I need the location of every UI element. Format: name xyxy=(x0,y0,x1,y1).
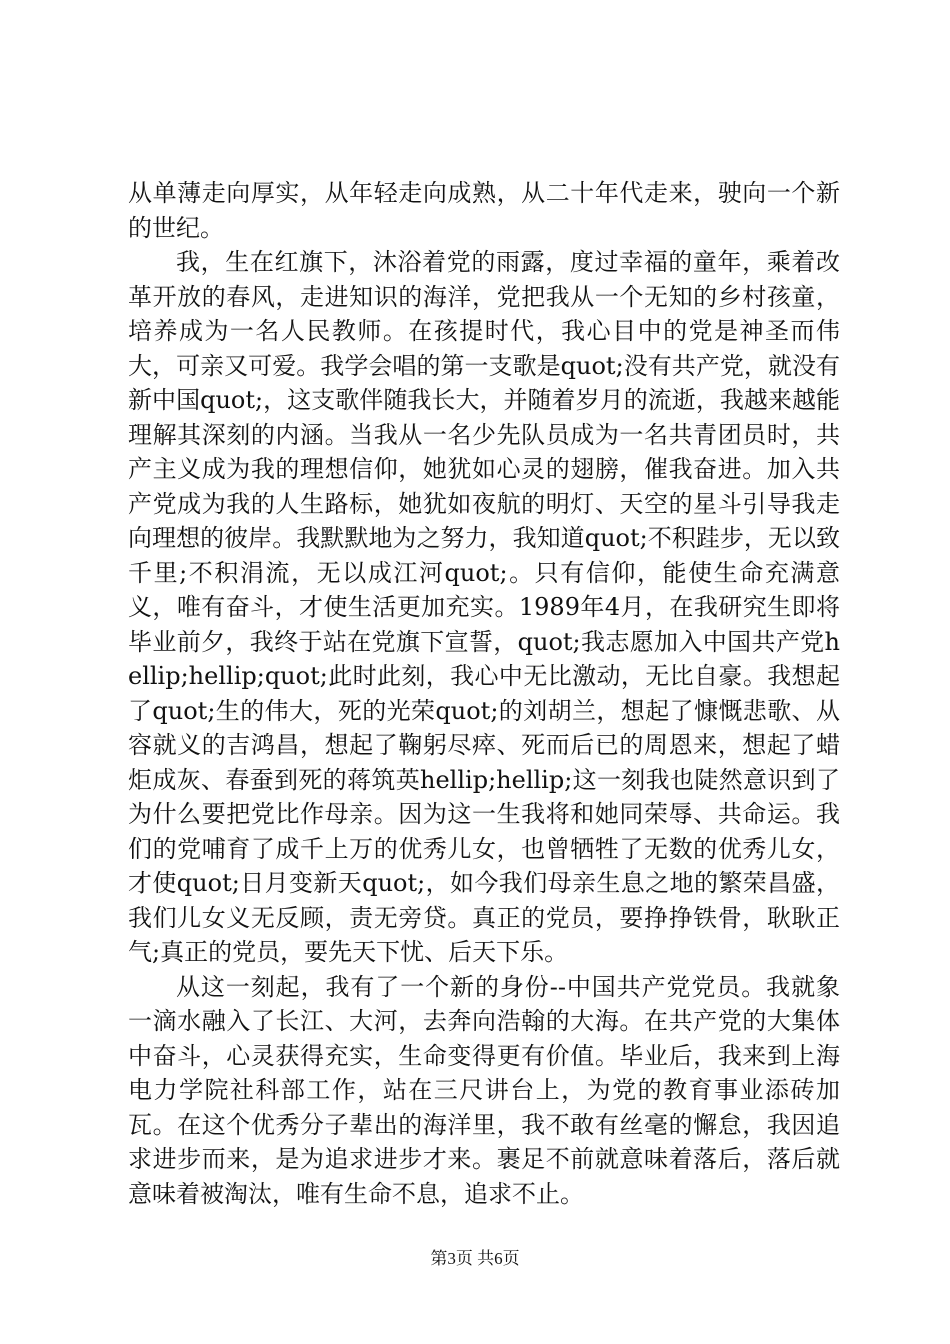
paragraph-1: 从单薄走向厚实，从年轻走向成熟，从二十年代走来，驶向一个新的世纪。 xyxy=(128,179,840,242)
paragraph-3: 从这一刻起，我有了一个新的身份--中国共产党党员。我就象一滴水融入了长江、大河，去奔向浩翰的大海。在共产党的大集体中奋斗，心灵获得充实，生命变得更有价值。毕业后，我来到上海电力学院社科部工作，站在三尺讲台上，为党的教育事业添砖加瓦。在这个优秀分子辈出的海洋里，我不敢有丝毫的懈怠，我因追求进步而来，是为追求进步才来。裹足不前就意味着落后，落后就意味着被淘汰，唯有生命不息，追求不止。 xyxy=(128,972,840,1208)
document-body xyxy=(128,176,840,1211)
page-number-footer: 第3页 共6页 xyxy=(430,1249,520,1268)
paragraph-2: 我，生在红旗下，沐浴着党的雨露，度过幸福的童年，乘着改革开放的春风，走进知识的海洋，党把我从一个无知的乡村孩童，培养成为一名人民教师。在孩提时代，我心目中的党是神圣而伟大，可亲又可爱。我学会唱的第一支歌是quot;没有共产党，就没有新中国quot;，这支歌伴随我长大，并随着岁月的流逝，我越来越能理解其深刻的内涵。当我从一名少先队员成为一名共青团员时，共产主义成为我的理想信仰，她犹如心灵的翅膀，催我奋进。加入共产党成为我的人生路标，她犹如夜航的明灯、天空的星斗引导我走向理想的彼岸。我默默地为之努力，我知道quot;不积跬步，无以致千里;不积涓流，无以成江河quot;。只有信仰，能使生命充满意义，唯有奋斗，才使生活更加充实。1989年4月，在我研究生即将毕业前夕，我终于站在党旗下宣誓，quot;我志愿加入中国共产党hellip;hellip;quot;此时此刻，我心中无比激动，无比自豪。我想起了quot;生的伟大，死的光荣quot;的刘胡兰，想起了慷慨悲歌、从容就义的吉鸿昌，想起了鞠躬尽瘁、死而后已的周恩来，想起了蜡炬成灰、春蚕到死的蒋筑英hellip;hellip;这一刻我也陡然意识到了为什么要把党比作母亲。因为这一生我将和她同荣辱、共命运。我们的党哺育了成千上万的优秀儿女，也曾牺牲了无数的优秀儿女，才使quot;日月变新天quot;，如今我们母亲生息之地的繁荣昌盛，我们儿女义无反顾，责无旁贷。真正的党员，要挣挣铁骨，耿耿正气;真正的党员，要先天下忧、后天下乐。 xyxy=(128,248,840,966)
